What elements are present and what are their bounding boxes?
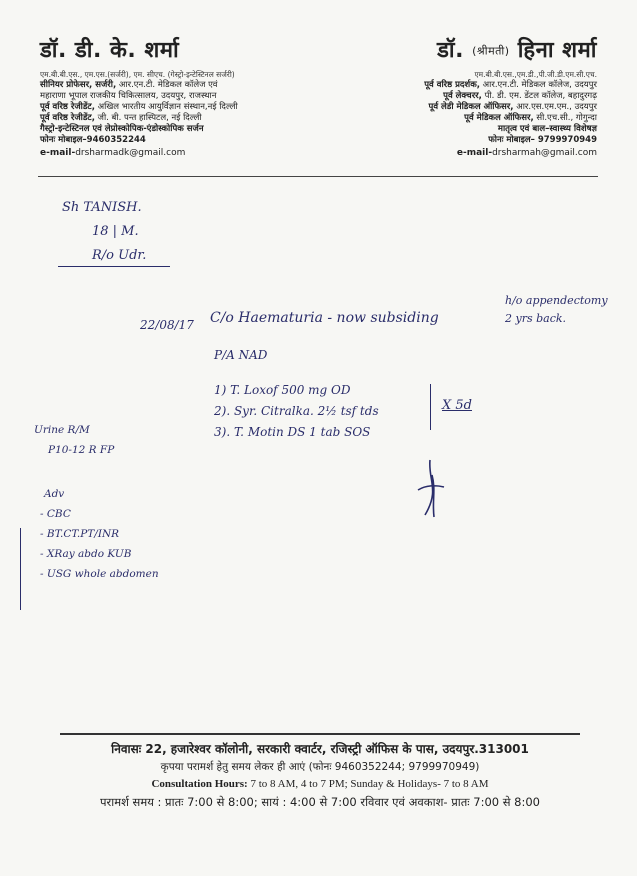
patient-age-sex: 18 | M. — [92, 224, 139, 239]
credential-line: फोनः मोबाइल–9460352244 — [40, 135, 146, 145]
visit-date: 22/08/17 — [140, 318, 194, 332]
rx-item: 1) T. Loxof 500 mg OD — [214, 383, 351, 397]
credential-line: गैस्ट्रो-इन्टेस्टिनल एवं लेप्रोस्कोपिक-एंडोस्कोपिक सर्जन — [40, 124, 204, 134]
credential-line: पूर्व लेडी मेडिकल ऑफिसर, आर.एस.एम.एम., उदयपुर — [428, 102, 597, 112]
credential-line: मातृत्व एवं बाल–स्वास्थ्य विशेषज्ञ — [497, 124, 597, 134]
credential-line: पूर्व वरिष्ठ प्रदर्शक, आर.एन.टी. मेडिकल कॉलेज, उदयपुर — [424, 80, 597, 90]
patient-residence: R/o Udr. — [92, 248, 147, 263]
footer-address: निवासः 22, हजारेश्वर कॉलोनी, सरकारी क्वार्टर, रजिस्ट्री ऑफिस के पास, उदयपुर.313001 — [111, 742, 529, 756]
rx-list — [214, 380, 379, 443]
patient-name: Sh TANISH. — [62, 200, 142, 215]
right-doctor-block — [347, 34, 597, 158]
side-note: - USG whole abdomen — [40, 568, 159, 580]
left-doctor-qualifications: एम.बी.बी.एस., एम.एस.(सर्जरी), एम. सीएच. (गेस्ट्रो-इन्टेस्टिनल सर्जरी) — [40, 70, 235, 79]
side-note: Adv — [44, 488, 65, 500]
right-doctor-name: डॉ. (श्रीमती) हिना शर्मा — [437, 38, 597, 63]
left-doctor-email: e-mail-drsharmadk@gmail.com — [40, 148, 186, 158]
rx-bracket — [430, 384, 431, 430]
left-doctor-name: डॉ. डी. के. शर्मा — [40, 38, 180, 63]
credential-line: महाराणा भूपाल राजकीय चिकित्सालय, उदयपुर, राजस्थान — [40, 91, 217, 101]
footer-divider — [60, 733, 580, 735]
credential-line: पूर्व वरिष्ठ रेजीडेंट, अखिल भारतीय आयुर्विज्ञान संस्थान,नई दिल्ली — [40, 102, 238, 112]
footer-hindi-hours: परामर्श समय : प्रातः 7:00 से 8:00; सायं : 4:00 से 7:00 रविवार एवं अवकाश- प्रातः 7:00 से 8:00 — [99, 795, 540, 809]
left-doctor-block — [40, 34, 330, 158]
footer-appointment: कृपया परामर्श हेतु समय लेकर ही आएं (फोनः 9460352244; 9799970949) — [160, 761, 480, 773]
right-doctor-email: e-mail-drsharmah@gmail.com — [456, 148, 597, 158]
right-doctor-qualifications: एम.बी.बी.एस.,एम.डी.,पी.जी.डी.एम.सी.एच. — [474, 70, 597, 79]
side-note: Urine R/M — [34, 424, 90, 436]
exam-finding: P/A NAD — [214, 348, 268, 362]
patient-details — [62, 196, 146, 268]
signature-icon — [410, 455, 450, 525]
side-note: - XRay abdo KUB — [40, 548, 132, 560]
side-note: - CBC — [40, 508, 71, 520]
side-note: P10-12 R FP — [48, 444, 115, 456]
rx-duration: X 5d — [442, 398, 472, 413]
side-note: - BT.CT.PT/INR — [40, 528, 120, 540]
credential-line: सीनियर प्रोफेसर, सर्जरी, आर.एन.टी. मेडिकल कॉलेज एवं — [40, 80, 218, 90]
credential-line: पूर्व वरिष्ठ रेजीडेंट, जी. बी. पन्त हास्पिटल, नई दिल्ली — [40, 113, 202, 123]
credential-line: पूर्व मेडिकल ऑफिसर, सी.एच.सी., गोगुन्दा — [464, 113, 597, 123]
credential-line: फोनः मोबाइल– 9799970949 — [488, 135, 597, 145]
investigation-bracket — [20, 528, 21, 610]
chief-complaint: C/o Haematuria - now subsiding — [210, 310, 439, 326]
patient-underline — [58, 266, 170, 267]
investigation-notes — [34, 420, 159, 584]
credential-line: पूर्व लेक्चरर, पी. डी. एम. डेंटल कॉलेज, बहादुरगढ़ — [443, 91, 597, 101]
history-note: h/o appendectomy 2 yrs back. — [505, 294, 608, 325]
rx-item: 2). Syr. Citralka. 2½ tsf tds — [214, 404, 379, 418]
footer-consultation-hours: Consultation Hours: 7 to 8 AM, 4 to 7 PM; Sunday & Holidays- 7 to 8 AM — [151, 778, 489, 790]
rx-item: 3). T. Motin DS 1 tab SOS — [214, 425, 371, 439]
header-divider — [38, 176, 598, 177]
